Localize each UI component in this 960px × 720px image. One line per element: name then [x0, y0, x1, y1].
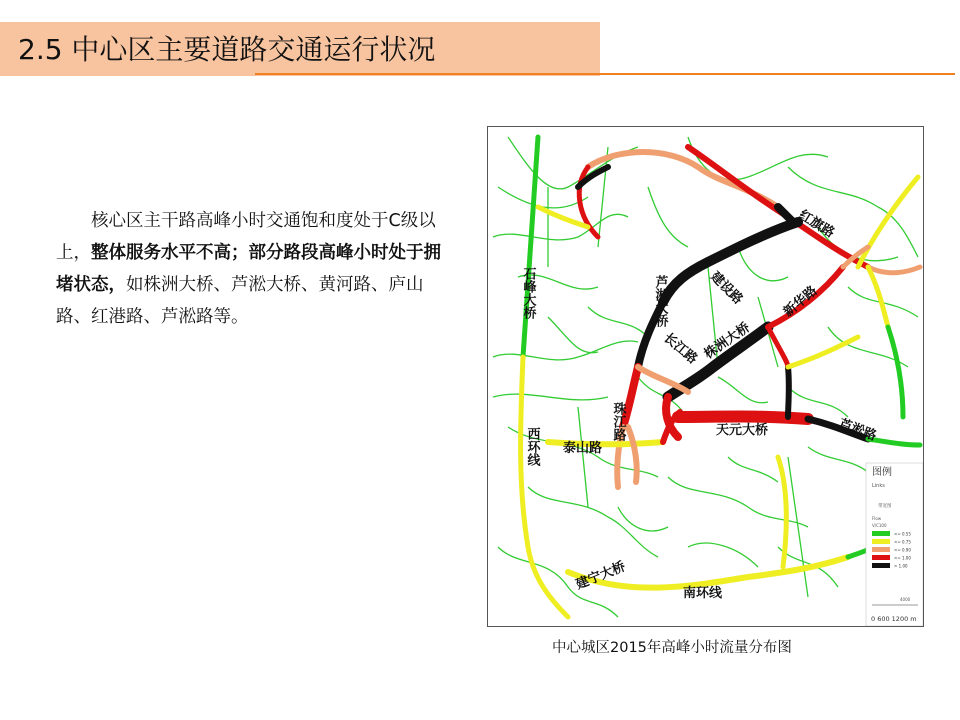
traffic-map-svg: [488, 127, 923, 626]
label-jianshe-road: 建设路: [707, 269, 746, 308]
label-zhuzhou-bridge: 株洲大桥: [701, 320, 753, 363]
legend-links: Links: [872, 483, 885, 489]
map-caption: 中心城区2015年高峰小时流量分布图: [552, 640, 792, 656]
legend-scale-note: 4000: [900, 597, 911, 602]
label-lusong-bridge: 芦淞大桥: [652, 275, 668, 327]
label-xihuan-line: 西环线: [524, 427, 540, 466]
legend-scale-label: 0 600 1200 m: [871, 615, 917, 623]
label-tianyuan-bridge: 天元大桥: [716, 423, 769, 438]
paragraph-bold: 整体服务水平不高；部分路段高峰小时处于拥堵状态，: [56, 243, 441, 295]
traffic-map: [487, 126, 924, 627]
legend-title: 图例: [872, 467, 892, 478]
label-nanhuan-line: 南环线: [683, 586, 723, 601]
label-jianning-bridge: 建宁大桥: [573, 559, 628, 593]
legend-label: <= 0.90: [894, 547, 911, 553]
legend-swatch: [872, 555, 890, 560]
body-paragraph: [56, 205, 441, 333]
legend-sub2: Flow: [872, 516, 882, 521]
legend-sub1: 带宽图: [878, 504, 892, 509]
legend-label: <= 0.75: [894, 539, 911, 545]
legend-swatch: [872, 547, 890, 552]
legend-sub3: V/C100: [872, 523, 887, 528]
legend-label: <= 1.00: [894, 555, 911, 561]
legend-label: > 1.00: [894, 563, 908, 569]
map-legend: [866, 463, 923, 626]
label-taishan-road: 泰山路: [563, 441, 603, 456]
label-changjiang-road: 长江路: [660, 330, 700, 368]
legend-swatch: [872, 563, 890, 568]
label-lusong-road: 芦淞路: [836, 416, 879, 445]
legend-label: <= 0.55: [894, 531, 911, 537]
legend-swatch: [872, 539, 890, 544]
paragraph-part1: 核心区主干路高峰小时交通饱和度处于C级以上，: [56, 211, 436, 263]
title-underline: [255, 73, 955, 75]
label-hongqi-road: 红旗路: [795, 207, 837, 242]
label-shifeng-bridge: 石峰大桥: [520, 267, 536, 319]
legend-swatch: [872, 531, 890, 536]
slide-title: 2.5 中心区主要道路交通运行状况: [18, 33, 436, 66]
paragraph-part2: 如株洲大桥、芦淞大桥、黄河路、庐山路、红港路、芦淞路等。: [56, 275, 424, 327]
label-zhujiang-road: 珠江路: [610, 402, 626, 441]
label-xinhua-road: 新华路: [780, 283, 821, 321]
